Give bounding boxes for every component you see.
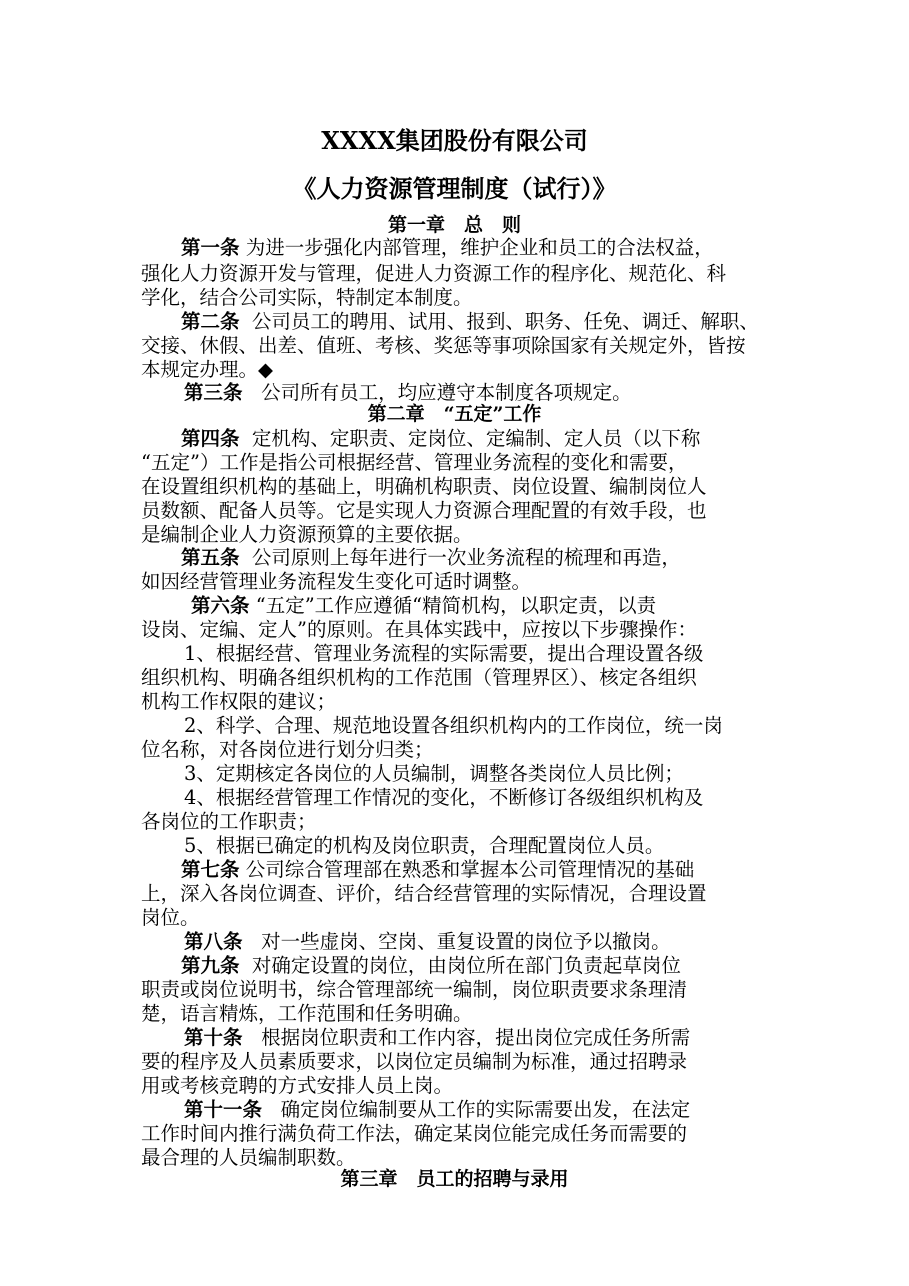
article-11-line-2: 工作时间内推行满负荷工作法，确定某岗位能完成任务而需要的 <box>141 1122 688 1145</box>
article-label: 第六条 <box>191 594 250 617</box>
article-label: 第一条 <box>181 236 240 259</box>
article-4-line-4: 员数额、配备人员等。它是实现人力资源合理配置的有效手段，也 <box>141 499 707 522</box>
article-6-line-1 <box>191 594 656 618</box>
article-6-line-2: 设岗、定编、定人”的原则。在具体实践中，应按以下步骤操作： <box>141 618 697 641</box>
article-text: 公司所有员工，均应遵守本制度各项规定。 <box>261 381 632 404</box>
step-2-line-2: 位名称，对各岗位进行划分归类； <box>141 738 434 761</box>
article-text: 公司员工的聘用、试用、报到、职务、任免、调迁、解职、 <box>251 310 759 333</box>
step-1-line-3: 机构工作权限的建议； <box>141 690 337 713</box>
article-1-line-2: 强化人力资源开发与管理，促进人力资源工作的程序化、规范化、科 <box>141 262 727 285</box>
article-10-line-3: 用或考核竞聘的方式安排人员上岗。 <box>141 1074 454 1097</box>
article-label: 第九条 <box>181 954 240 977</box>
article-4-line-2: “五定”）工作是指公司根据经营、管理业务流程的变化和需要， <box>141 451 688 474</box>
step-3-line-1: 3、定期核定各岗位的人员编制，调整各类岗位人员比例； <box>184 762 684 785</box>
chapter-2-heading: 第二章 “五定”工作 <box>367 403 542 425</box>
article-9-line-3: 楚，语言精炼，工作范围和任务明确。 <box>141 1002 473 1025</box>
article-label: 第四条 <box>181 427 240 450</box>
step-4-line-2: 各岗位的工作职责； <box>141 810 317 833</box>
article-11-line-1 <box>184 1098 690 1122</box>
article-7-line-2: 上，深入各岗位调查、评价，结合经营管理的实际情况，合理设置 <box>141 882 707 905</box>
article-4-line-1 <box>181 427 700 451</box>
step-4-line-1: 4、根据经营管理工作情况的变化，不断修订各级组织机构及 <box>184 786 704 809</box>
article-8-line-1 <box>184 930 671 954</box>
article-2-line-2: 交接、休假、出差、值班、考核、奖惩等事项除国家有关规定外，皆按 <box>141 334 746 357</box>
article-label: 第三条 <box>184 381 243 404</box>
article-label: 第二条 <box>181 310 240 333</box>
article-text: 公司综合管理部在熟悉和掌握本公司管理情况的基础 <box>245 858 695 881</box>
article-9-line-1 <box>181 954 681 978</box>
article-4-line-3: 在设置组织机构的基础上，明确机构职责、岗位设置、编制岗位人 <box>141 475 707 498</box>
article-text: “五定”工作应遵循“精简机构，以职定责，以责 <box>255 594 657 617</box>
step-1-line-1: 1、根据经营、管理业务流程的实际需要，提出合理设置各级 <box>184 642 704 665</box>
article-label: 第五条 <box>181 546 240 569</box>
article-11-line-3: 最合理的人员编制职数。 <box>141 1146 356 1169</box>
article-text: 对确定设置的岗位，由岗位所在部门负责起草岗位 <box>251 954 681 977</box>
article-3-line-1 <box>184 381 632 405</box>
document-title: 《人力资源管理制度（试行）》 <box>292 174 617 203</box>
article-label: 第十一条 <box>184 1098 263 1121</box>
article-text: 确定岗位编制要从工作的实际需要出发，在法定 <box>280 1098 691 1121</box>
chapter-3-heading: 第三章 员工的招聘与录用 <box>340 1168 569 1190</box>
step-5-line-1: 5、根据已确定的机构及岗位职责，合理配置岗位人员。 <box>184 834 665 857</box>
article-text: 对一些虚岗、空岗、重复设置的岗位予以撤岗。 <box>261 930 671 953</box>
article-2-line-3: 本规定办理。◆ <box>141 358 273 381</box>
chapter-1-heading: 第一章 总 则 <box>387 214 521 236</box>
step-2-line-1: 2、科学、合理、规范地设置各组织机构内的工作岗位，统一岗 <box>184 714 723 737</box>
article-label: 第八条 <box>184 930 243 953</box>
company-name: XXXX集团股份有限公司 <box>321 126 588 155</box>
article-5-line-2: 如因经营管理业务流程发生变化可适时调整。 <box>141 570 532 593</box>
article-label: 第十条 <box>184 1026 243 1049</box>
article-7-line-1 <box>181 858 694 882</box>
article-7-line-3: 岗位。 <box>141 906 200 929</box>
article-text: 定机构、定职责、定岗位、定编制、定人员（以下称 <box>251 427 701 450</box>
article-2-line-1 <box>181 310 759 334</box>
article-text: 根据岗位职责和工作内容，提出岗位完成任务所需 <box>261 1026 691 1049</box>
article-label: 第七条 <box>181 858 240 881</box>
article-text: 公司原则上每年进行一次业务流程的梳理和再造， <box>251 546 681 569</box>
article-10-line-2: 要的程序及人员素质要求，以岗位定员编制为标准，通过招聘录 <box>141 1050 688 1073</box>
article-4-line-5: 是编制企业人力资源预算的主要依据。 <box>141 523 473 546</box>
article-10-line-1 <box>184 1026 690 1050</box>
article-text: 为进一步强化内部管理，维护企业和员工的合法权益， <box>245 236 714 259</box>
article-9-line-2: 职责或岗位说明书，综合管理部统一编制，岗位职责要求条理清 <box>141 978 688 1001</box>
step-1-line-2: 组织机构、明确各组织机构的工作范围（管理界区）、核定各组织 <box>141 666 697 689</box>
article-1-line-3: 学化，结合公司实际，特制定本制度。 <box>141 286 473 309</box>
article-1-line-1 <box>181 236 714 260</box>
article-5-line-1 <box>181 546 681 570</box>
